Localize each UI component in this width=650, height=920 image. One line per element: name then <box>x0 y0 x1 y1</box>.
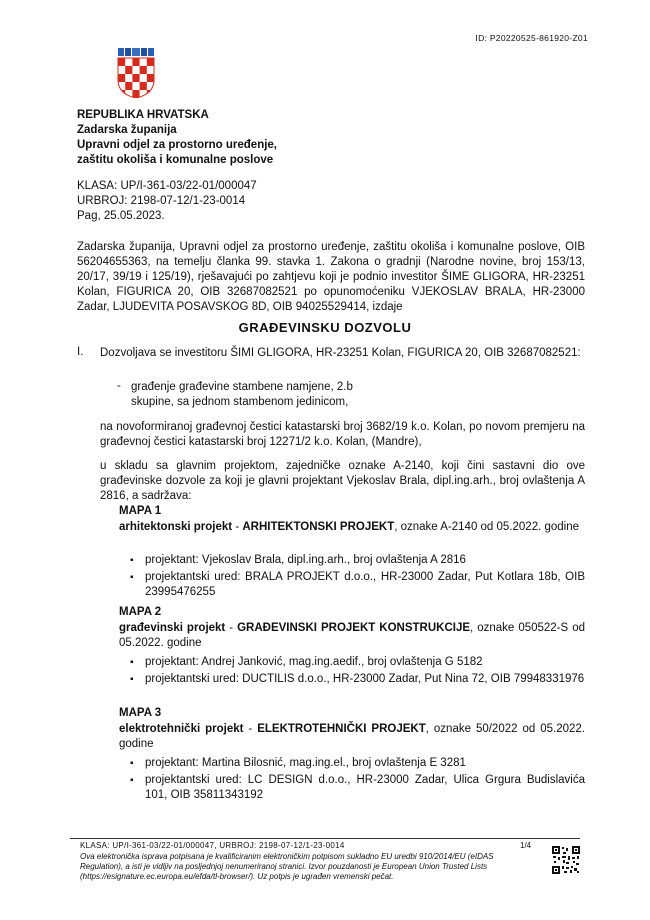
document-id: ID: P20220525-861920-Z01 <box>475 33 588 43</box>
bullet-icon: ▪ <box>130 758 134 769</box>
bullet-icon: ▪ <box>130 572 134 583</box>
klasa: KLASA: UP/I-361-03/22-01/000047 <box>77 180 257 192</box>
mapa-sep: - <box>243 723 258 735</box>
projektantski-ured: projektantski ured: BRALA PROJEKT d.o.o., HR-23000 Zadar, Put Kotlara 18b, OIB 23995476255 <box>145 571 585 598</box>
mapa-description <box>119 520 585 535</box>
projektantski-ured: projektantski ured: DUCTILIS d.o.o., HR-23000 Zadar, Put Nina 72, OIB 79948331976 <box>145 673 585 685</box>
bullet-icon: ▪ <box>130 555 134 566</box>
grant-paragraph: Dozvoljava se investitoru ŠIMI GLIGORA, HR-23251 Kolan, FIGURICA 20, OIB 32687082521: <box>100 347 581 359</box>
header-line: REPUBLIKA HRVATSKA <box>77 109 209 121</box>
mapa-label: MAPA 2 <box>119 606 162 618</box>
projektantski-ured: projektantski ured: LC DESIGN d.o.o., HR-23000 Zadar, Ulica Grgura Budislavića 101, OIB 35811343192 <box>145 774 585 801</box>
croatian-coat-of-arms-icon <box>116 48 156 98</box>
intro-paragraph: Zadarska županija, Upravni odjel za prostorno uređenje, zaštitu okoliša i komunalne poslove, OIB 56204655363, na temelju članka 99. stavka 1. Zakona o gradnji (Narodne novine, broj 153/13, 20/17, 39/19 i 125/19), rješavajući po zahtjevu koji je podnio investitor ŠIME GLIGORA, HR-23251 Kolan, FIGURICA 20, OIB 32687082521 po opunomoćeniku VJEKOSLAV BRALA, HR-23000 Zadar, LJUDEVITA POSAVSKOG 8D, OIB 94025529414, izdaje <box>77 241 585 313</box>
mapa-name: ELEKTROTEHNIČKI PROJEKT <box>257 723 426 735</box>
mapa-description <box>119 621 585 651</box>
mapa-label: MAPA 3 <box>119 707 162 719</box>
header-line: Upravni odjel za prostorno uređenje, <box>77 139 278 151</box>
projektant: projektant: Martina Bilosnić, mag.ing.el., broj ovlaštenja E 3281 <box>145 757 466 769</box>
issuer-header <box>77 108 277 168</box>
projektant: projektant: Andrej Janković, mag.ing.aedif., broj ovlaštenja G 5182 <box>145 656 483 668</box>
construction-item: građenje građevine stambene namjene, 2.b skupine, sa jednom stambenom jedinicom, <box>131 381 353 408</box>
mapa-sep: - <box>225 622 238 634</box>
header-line: zaštitu okoliša i komunalne poslove <box>77 154 274 166</box>
qr-code-icon <box>552 846 580 874</box>
projektant: projektant: Vjekoslav Brala, dipl.ing.arh., broj ovlaštenja A 2816 <box>145 554 466 566</box>
mapa-name: GRAĐEVINSKI PROJEKT KONSTRUKCIJE <box>237 622 471 634</box>
mapa-type: arhitektonski projekt <box>119 521 233 533</box>
mapa-name: ARHITEKTONSKI PROJEKT <box>242 521 395 533</box>
footer-divider <box>70 838 580 839</box>
header-line: Zadarska županija <box>77 124 177 136</box>
bullet-icon: ▪ <box>130 674 134 685</box>
mapa-label: MAPA 1 <box>119 505 162 517</box>
place-date: Pag, 25.05.2023. <box>77 210 165 222</box>
mapa-description <box>119 722 585 752</box>
conformity-paragraph: u skladu sa glavnim projektom, zajedničke oznake A-2140, koji čini sastavni dio ove građevinske dozvole za koji je glavni projektant Vjekoslav Brala, dipl.ing.arh., broj ovlaštenja A 2816, a sadržava: <box>100 460 585 502</box>
mapa-sep: - <box>232 521 243 533</box>
mapa-type: građevinski projekt <box>119 622 226 634</box>
mapa-rest: , oznake 050522-S od 05.2022. godine <box>119 622 585 649</box>
signature-note: Ova elektronička isprava potpisana je kvalificiranim elektroničkim potpisom sukladno EU uredbi 910/2014/EU (eIDAS Regulation), a isti je vidljiv na posljednjoj nenumeriranoj stranici. Izvor pouzdanosti je European Union Trusted Lists (https://esignature.ec.europa.eu/efda/tl-browser/). Uz potpis je ugrađen vremenski pečat. <box>80 852 494 881</box>
document-title: GRAĐEVINSKU DOZVOLU <box>238 320 412 335</box>
dash-marker: - <box>117 380 121 392</box>
bullet-icon: ▪ <box>130 775 134 786</box>
document-meta <box>77 179 257 224</box>
mapa-rest: , oznake A-2140 od 05.2022. godine <box>394 521 580 533</box>
mapa-rest: , oznake 50/2022 od 05.2022. godine <box>119 723 585 750</box>
footer-klasa: KLASA: UP/I-361-03/22-01/000047, URBROJ: 2198-07-12/1-23-0014 <box>80 841 345 850</box>
section-number: I. <box>77 346 84 358</box>
page-number: 1/4 <box>520 841 532 850</box>
parcel-paragraph: na novoformiranoj građevnoj čestici katastarski broj 3682/19 k.o. Kolan, po novom premjeru na građevnoj čestici katastarski broj 12271/2 k.o. Kolan, (Mandre), <box>100 421 585 448</box>
urbroj: URBROJ: 2198-07-12/1-23-0014 <box>77 195 246 207</box>
mapa-type: elektrotehnički projekt <box>119 723 244 735</box>
bullet-icon: ▪ <box>130 657 134 668</box>
